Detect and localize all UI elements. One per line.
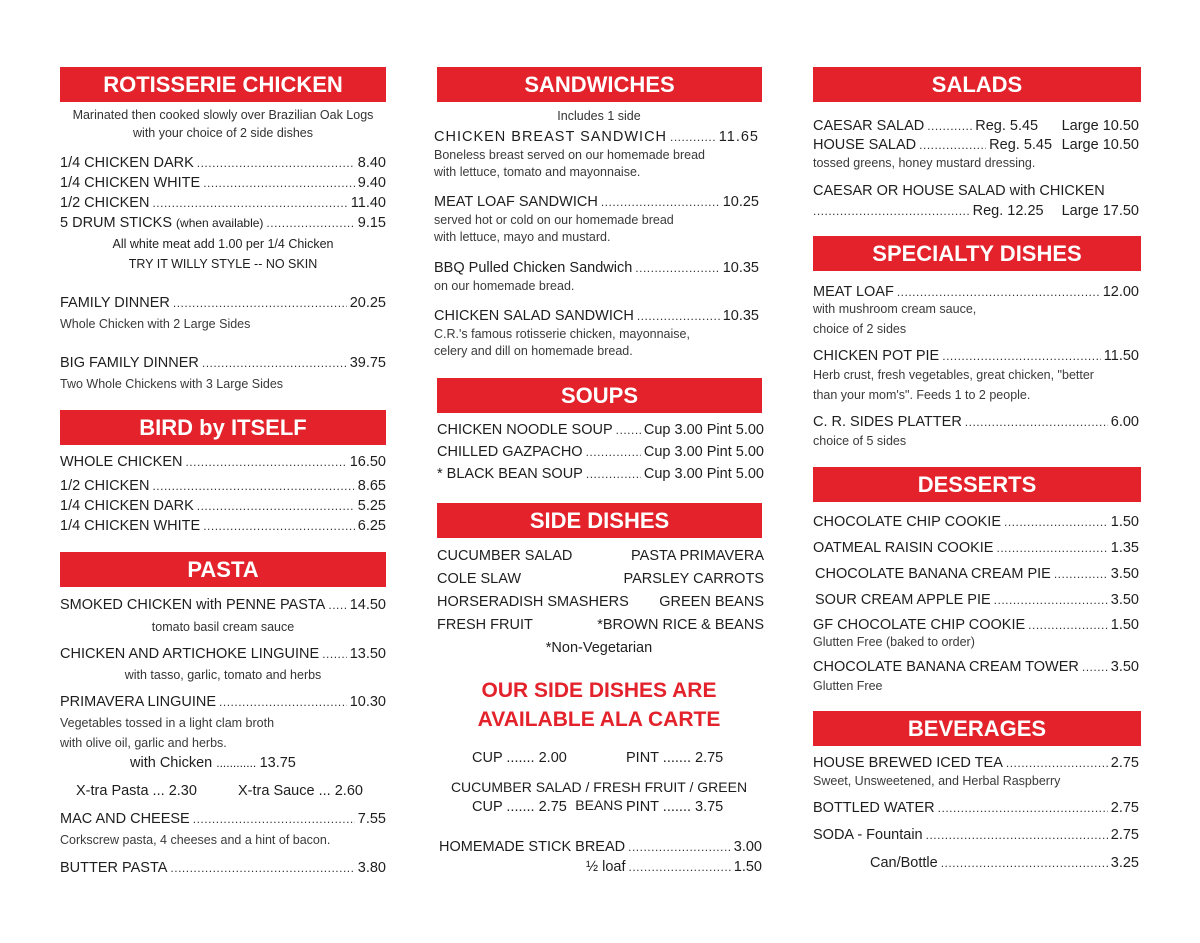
item-desc: Glutten Free	[813, 679, 883, 693]
item-desc: choice of 2 sides	[813, 322, 907, 336]
item-price-large: Large 10.50	[1061, 118, 1139, 134]
menu-item	[813, 117, 1139, 135]
item-name: CHOCOLATE BANANA CREAM TOWER	[813, 659, 1079, 675]
sides-header: SIDE DISHES	[437, 503, 762, 538]
item-name: 1/4 CHICKEN WHITE	[60, 518, 201, 534]
item-price: 3.80	[357, 860, 386, 876]
xtra-sauce: X-tra Sauce ... 2.60	[238, 783, 363, 799]
item-desc: Boneless breast served on our homemade bread	[434, 148, 705, 162]
item-price: 3.00	[733, 839, 762, 855]
item-price: 10.25	[722, 194, 759, 210]
non-veg-note: *Non-Vegetarian	[545, 640, 653, 656]
item-name: CHICKEN AND ARTICHOKE LINGUINE	[60, 646, 320, 662]
item-desc: celery and dill on homemade bread.	[434, 344, 633, 358]
xtra-pasta-price: 2.30	[168, 783, 197, 799]
menu-item	[434, 193, 759, 211]
item-name: 1/4 CHICKEN WHITE	[60, 175, 201, 191]
item-desc: choice of 5 sides	[813, 434, 907, 448]
specialty-header: SPECIALTY DISHES	[813, 236, 1141, 271]
menu-item	[813, 283, 1139, 301]
item-desc: C.R.'s famous rotisserie chicken, mayonnaise,	[434, 327, 690, 341]
rotisserie-desc-2: with your choice of 2 side dishes	[133, 126, 313, 140]
item-name: SODA - Fountain	[813, 827, 923, 843]
item-price: 9.15	[357, 215, 386, 231]
menu-item	[813, 513, 1139, 531]
list-item	[437, 614, 764, 637]
side-item: CUCUMBER SALAD	[437, 548, 573, 564]
item-price-reg: Reg. 5.45	[975, 118, 1039, 134]
item-desc: with lettuce, mayo and mustard.	[434, 230, 611, 244]
side-item: COLE SLAW	[437, 571, 522, 587]
item-desc: with olive oil, garlic and herbs.	[60, 736, 227, 750]
salads-header: SALADS	[813, 67, 1141, 102]
special-cup-price: CUP ....... 2.75	[472, 799, 567, 815]
menu-item	[60, 294, 386, 312]
menu-item	[60, 693, 386, 711]
menu-item	[60, 154, 386, 172]
item-desc: with mushroom cream sauce,	[813, 302, 977, 316]
side-item: FRESH FRUIT	[437, 617, 533, 633]
item-desc: Sweet, Unsweetened, and Herbal Raspberry	[813, 774, 1061, 788]
item-name: BOTTLED WATER	[813, 800, 935, 816]
item-name: CHICKEN SALAD SANDWICH	[434, 308, 634, 324]
item-price: 2.75	[1110, 827, 1139, 843]
item-price: 1.35	[1110, 540, 1139, 556]
item-price: Cup 3.00 Pint 5.00	[643, 466, 764, 482]
item-price: 39.75	[349, 355, 386, 371]
item-name: * BLACK BEAN SOUP	[437, 466, 583, 482]
menu-item	[813, 413, 1139, 431]
item-price-reg: Reg. 12.25	[972, 203, 1044, 219]
special-pint-price: PINT ....... 3.75	[626, 799, 724, 815]
sandwiches-header: SANDWICHES	[437, 67, 762, 102]
side-pint-price: PINT ....... 2.75	[626, 750, 724, 766]
item-name: CHOCOLATE BANANA CREAM PIE	[815, 566, 1051, 582]
item-price: 1.50	[1110, 617, 1139, 633]
menu-item	[813, 658, 1139, 676]
item-price: 12.00	[1102, 284, 1139, 300]
item-name: CAESAR SALAD	[813, 118, 925, 134]
menu-item	[813, 539, 1139, 557]
item-price: Cup 3.00 Pint 5.00	[643, 444, 764, 460]
side-cup-price: CUP ....... 2.00	[472, 750, 567, 766]
sandwiches-includes: Includes 1 side	[557, 109, 641, 123]
item-price: 13.50	[349, 646, 386, 662]
item-name: HOUSE BREWED ICED TEA	[813, 755, 1003, 771]
menu-item	[60, 517, 386, 535]
list-item	[437, 568, 764, 591]
menu-item	[437, 465, 764, 483]
item-name: 1/2 CHICKEN	[60, 195, 150, 211]
white-meat-note: All white meat add 1.00 per 1/4 Chicken	[112, 237, 334, 251]
item-price: 2.75	[1110, 800, 1139, 816]
option-price: 13.75	[259, 755, 296, 771]
list-item	[437, 591, 764, 614]
item-name: CHILLED GAZPACHO	[437, 444, 583, 460]
item-name: SMOKED CHICKEN with PENNE PASTA	[60, 597, 326, 613]
menu-item	[813, 799, 1139, 817]
item-name: 1/4 CHICKEN DARK	[60, 498, 194, 514]
menu-item	[813, 347, 1139, 365]
ala-carte-line-2: AVAILABLE ALA CARTE	[477, 708, 721, 731]
item-price: 14.50	[349, 597, 386, 613]
item-price: 1.50	[1110, 514, 1139, 530]
item-name: 5 DRUM STICKS	[60, 215, 172, 231]
item-price: 9.40	[357, 175, 386, 191]
item-name: BIG FAMILY DINNER	[60, 355, 199, 371]
item-price: 11.40	[350, 195, 386, 211]
menu-item	[60, 194, 386, 212]
item-price-large: Large 17.50	[1061, 203, 1139, 219]
item-desc: tomato basil cream sauce	[151, 620, 295, 634]
special-sides: CUCUMBER SALAD / FRESH FRUIT / GREEN BEANS	[450, 779, 748, 813]
menu-item	[60, 174, 386, 192]
item-desc: Vegetables tossed in a light clam broth	[60, 716, 275, 730]
menu-item	[437, 421, 764, 439]
item-desc: Herb crust, fresh vegetables, great chicken, "better	[813, 368, 1094, 382]
item-name: BBQ Pulled Chicken Sandwich	[434, 260, 633, 276]
item-price: 16.50	[349, 454, 386, 470]
menu-item	[60, 859, 386, 877]
side-item: PARSLEY CARROTS	[623, 571, 764, 587]
ala-carte-line-1: OUR SIDE DISHES ARE	[481, 679, 717, 702]
right-column	[813, 0, 1141, 943]
menu-item	[434, 128, 759, 146]
menu-item	[60, 354, 386, 372]
item-name: HOMEMADE STICK BREAD	[439, 839, 626, 855]
item-desc: than your mom's". Feeds 1 to 2 people.	[813, 388, 1031, 402]
item-desc: with tasso, garlic, tomato and herbs	[124, 668, 322, 682]
menu-item	[813, 754, 1139, 772]
list-item	[437, 545, 764, 568]
menu-item	[60, 214, 386, 232]
item-name: OATMEAL RAISIN COOKIE	[813, 540, 994, 556]
item-price: 3.50	[1110, 659, 1139, 675]
menu-item	[60, 645, 386, 663]
xtra-sauce-price: 2.60	[334, 783, 363, 799]
item-desc: tossed greens, honey mustard dressing.	[813, 156, 1036, 170]
item-name: CHOCOLATE CHIP COOKIE	[813, 514, 1001, 530]
with-chicken-option: with Chicken ............ 13.75	[130, 755, 296, 771]
item-name: PRIMAVERA LINGUINE	[60, 694, 217, 710]
item-price: 11.65	[718, 129, 759, 145]
item-price: 10.35	[722, 260, 759, 276]
item-price: 3.50	[1110, 566, 1139, 582]
item-name: 1/2 CHICKEN	[60, 478, 150, 494]
item-price: 5.25	[357, 498, 386, 514]
menu-item	[813, 826, 1139, 844]
menu-item	[813, 202, 1139, 220]
xtra-pasta: X-tra Pasta ... 2.30	[76, 783, 197, 799]
item-price: 8.65	[357, 478, 386, 494]
menu-item	[434, 307, 759, 325]
item-price: 6.25	[357, 518, 386, 534]
item-name: MAC AND CHEESE	[60, 811, 190, 827]
willy-style-note: TRY IT WILLY STYLE -- NO SKIN	[128, 257, 318, 271]
item-desc: Corkscrew pasta, 4 cheeses and a hint of bacon.	[60, 833, 331, 847]
side-item: GREEN BEANS	[659, 594, 764, 610]
soups-header: SOUPS	[437, 378, 762, 413]
xtra-pasta-label: X-tra Pasta	[76, 783, 149, 799]
option-name: with Chicken	[130, 755, 213, 771]
side-item: HORSERADISH SMASHERS	[437, 594, 629, 610]
side-item: *BROWN RICE & BEANS	[597, 617, 764, 633]
item-desc: Two Whole Chickens with 3 Large Sides	[60, 377, 284, 391]
item-name: GF CHOCOLATE CHIP COOKIE	[813, 617, 1026, 633]
left-column	[60, 0, 386, 943]
menu-item	[60, 810, 386, 828]
desserts-header: DESSERTS	[813, 467, 1141, 502]
item-desc: on our homemade bread.	[434, 279, 575, 293]
item-name: BUTTER PASTA	[60, 860, 168, 876]
sides-list	[437, 545, 764, 637]
menu-item	[813, 136, 1139, 154]
item-name: SOUR CREAM APPLE PIE	[815, 592, 991, 608]
item-note: (when available)	[176, 216, 264, 230]
menu-item	[439, 838, 762, 856]
item-price-large: Large 10.50	[1061, 137, 1139, 153]
item-name: CHICKEN BREAST SANDWICH	[434, 129, 668, 145]
item-name: CHICKEN NOODLE SOUP	[437, 422, 613, 438]
salad-with-chicken: CAESAR OR HOUSE SALAD with CHICKEN	[813, 183, 1105, 199]
item-desc: served hot or cold on our homemade bread	[434, 213, 674, 227]
side-item: PASTA PRIMAVERA	[631, 548, 764, 564]
rotisserie-desc-1: Marinated then cooked slowly over Brazilian Oak Logs	[72, 108, 374, 122]
item-name: WHOLE CHICKEN	[60, 454, 183, 470]
item-price: 11.50	[1103, 348, 1139, 364]
middle-column	[434, 0, 764, 943]
menu-item	[437, 443, 764, 461]
item-name: HOUSE SALAD	[813, 137, 917, 153]
menu-item	[815, 565, 1139, 583]
item-name: C. R. SIDES PLATTER	[813, 414, 962, 430]
item-price: 8.40	[357, 155, 386, 171]
rotisserie-header: ROTISSERIE CHICKEN	[60, 67, 386, 102]
item-price: 6.00	[1110, 414, 1139, 430]
item-price: 3.50	[1110, 592, 1139, 608]
menu-item	[813, 616, 1139, 634]
item-price: 10.30	[349, 694, 386, 710]
menu-item	[60, 453, 386, 471]
menu-item	[586, 858, 762, 876]
xtra-sauce-label: X-tra Sauce	[238, 783, 315, 799]
item-price: 10.35	[722, 308, 759, 324]
item-name: FAMILY DINNER	[60, 295, 170, 311]
item-name: 1/4 CHICKEN DARK	[60, 155, 194, 171]
item-desc: Glutten Free (baked to order)	[813, 635, 975, 649]
menu-item	[870, 854, 1139, 872]
beverages-header: BEVERAGES	[813, 711, 1141, 746]
item-price: Cup 3.00 Pint 5.00	[643, 422, 764, 438]
menu-item	[60, 497, 386, 515]
item-desc: Whole Chicken with 2 Large Sides	[60, 317, 251, 331]
item-price: 3.25	[1110, 855, 1139, 871]
item-price: 2.75	[1110, 755, 1139, 771]
item-name: ½ loaf	[586, 859, 626, 875]
bird-header: BIRD by ITSELF	[60, 410, 386, 445]
item-name: MEAT LOAF	[813, 284, 894, 300]
item-price-reg: Reg. 5.45	[989, 137, 1053, 153]
item-desc: with lettuce, tomato and mayonnaise.	[434, 165, 641, 179]
menu-item	[60, 596, 386, 614]
menu-item	[434, 259, 759, 277]
menu-item	[815, 591, 1139, 609]
pasta-header: PASTA	[60, 552, 386, 587]
item-name: MEAT LOAF SANDWICH	[434, 194, 598, 210]
item-price: 7.55	[357, 811, 386, 827]
menu-item	[60, 477, 386, 495]
item-name: Can/Bottle	[870, 855, 938, 871]
item-price: 1.50	[733, 859, 762, 875]
item-name: CHICKEN POT PIE	[813, 348, 940, 364]
item-price: 20.25	[349, 295, 386, 311]
